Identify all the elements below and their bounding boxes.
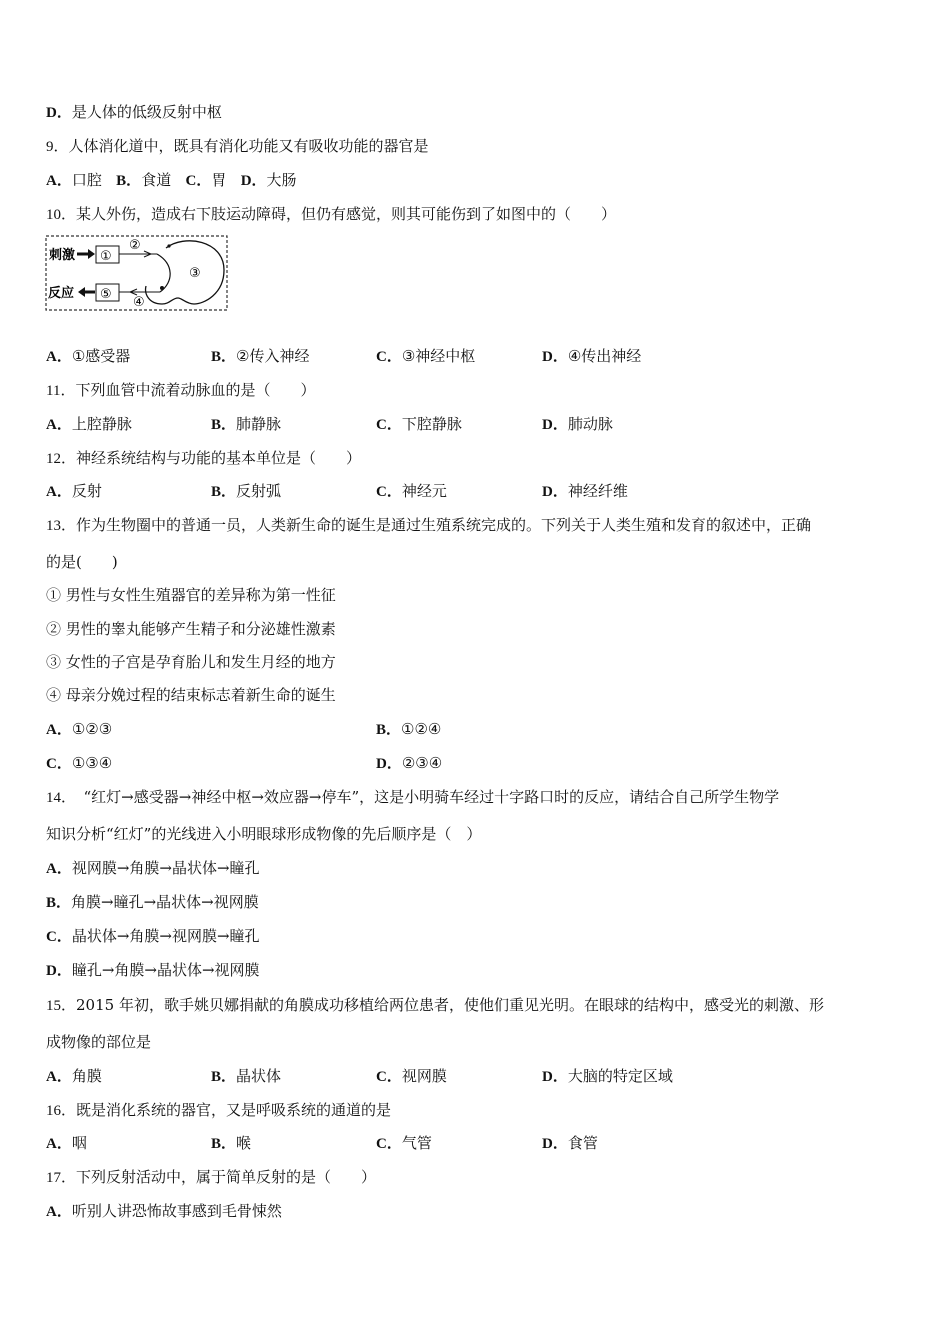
option-text: ①②③ — [71, 720, 113, 738]
option-letter: D． — [240, 173, 267, 189]
reflex-arc-diagram — [44, 234, 230, 314]
question-13-option-a — [46, 719, 112, 740]
question-14-stem-cont: 知识分析“红灯”的光线进入小明眼球形成物像的先后顺序是（ ） — [46, 825, 482, 843]
option-letter: D． — [46, 963, 72, 979]
question-12-option-c — [376, 481, 447, 502]
option-letter: C． — [376, 1069, 402, 1085]
question-14-option-a — [46, 858, 260, 879]
question-15-option-b — [211, 1066, 281, 1087]
option-text: 胃 — [211, 171, 227, 189]
question-14-option-b — [46, 892, 259, 913]
option-letter: B． — [211, 484, 237, 500]
question-14-option-c — [46, 926, 260, 947]
option-text: ①②④ — [401, 720, 442, 738]
question-number: 14． — [46, 790, 69, 806]
option-text: 神经纤维 — [567, 482, 628, 500]
question-10-option-a — [46, 346, 130, 367]
question-16-option-b — [211, 1133, 251, 1154]
question-13-item: ④ 母亲分娩过程的结束标志着新生命的诞生 — [46, 686, 336, 704]
option-text: 是人体的低级反射中枢 — [71, 103, 222, 121]
option-letter: D． — [542, 417, 568, 433]
option-letter: D． — [542, 1136, 568, 1152]
option-letter: C． — [376, 484, 402, 500]
option-letter: A． — [46, 861, 72, 877]
option-text: 肺静脉 — [236, 415, 282, 433]
question-13-item: ③ 女性的子宫是孕育胎儿和发生月经的地方 — [46, 653, 336, 671]
response-arrowhead — [78, 287, 85, 297]
option-letter: A． — [46, 1069, 72, 1085]
option-letter: B． — [116, 173, 142, 189]
question-12-option-d — [542, 481, 628, 502]
question-16-option-d — [542, 1133, 598, 1154]
question-15-option-c — [376, 1066, 447, 1087]
question-text: 作为生物圈中的普通一员，人类新生命的诞生是通过生殖系统完成的。下列关于人类生殖和发育的叙述中，正确 — [76, 516, 812, 534]
option-text: 视网膜→角膜→晶状体→瞳孔 — [71, 859, 260, 877]
mark-5: ⑤ — [100, 287, 112, 302]
question-15-stem — [46, 995, 824, 1016]
option-text: ②③④ — [401, 754, 443, 772]
question-number: 10． — [46, 207, 77, 223]
question-text: “红灯→感受器→神经中枢→效应器→停车”，这是小明骑车经过十字路口时的反应，请结合自己所学生物学 — [68, 788, 780, 806]
option-letter: D． — [46, 105, 72, 121]
option-letter: C． — [376, 349, 402, 365]
question-number: 15． — [46, 998, 77, 1014]
option-letter: B． — [376, 722, 402, 738]
mark-1: ① — [100, 249, 112, 264]
question-text: 神经系统结构与功能的基本单位是（ ） — [76, 449, 362, 467]
option-letter: C． — [376, 1136, 402, 1152]
option-letter: D． — [542, 484, 568, 500]
option-text: ①③④ — [71, 754, 113, 772]
question-11-option-a — [46, 414, 132, 435]
question-9-stem — [46, 136, 429, 157]
question-13-item: ② 男性的睾丸能够产生精子和分泌雄性激素 — [46, 620, 336, 638]
question-12-stem — [46, 448, 361, 469]
question-number: 13． — [46, 518, 77, 534]
option-text: 视网膜 — [401, 1067, 447, 1085]
question-15-option-d — [542, 1066, 673, 1087]
prev-option-d — [46, 102, 222, 123]
mark-2: ② — [129, 238, 141, 253]
question-number: 16． — [46, 1103, 77, 1119]
option-letter: C． — [46, 929, 72, 945]
option-text: 反射 — [71, 482, 102, 500]
option-text: ③神经中枢 — [401, 347, 476, 365]
question-16-option-c — [376, 1133, 432, 1154]
question-17-stem — [46, 1167, 376, 1188]
question-11-option-d — [542, 414, 613, 435]
option-letter: A． — [46, 349, 72, 365]
question-13-option-c — [46, 753, 112, 774]
option-text: 口腔 — [71, 171, 102, 189]
question-12-option-a — [46, 481, 102, 502]
option-text: 瞳孔→角膜→晶状体→视网膜 — [71, 961, 260, 979]
option-text: 角膜→瞳孔→晶状体→视网膜 — [71, 893, 259, 911]
option-letter: B． — [211, 1136, 237, 1152]
stimulus-label: 刺激 — [49, 248, 76, 263]
stimulus-arrowhead — [88, 249, 95, 259]
option-text: 食管 — [567, 1134, 598, 1152]
option-letter: C． — [376, 417, 402, 433]
option-letter: C． — [46, 756, 72, 772]
interneuron — [157, 254, 170, 292]
question-number: 11． — [46, 383, 76, 399]
option-text: ①感受器 — [71, 347, 131, 365]
option-text: 听别人讲恐怖故事感到毛骨悚然 — [71, 1202, 282, 1220]
question-11-option-b — [211, 414, 281, 435]
option-text: 角膜 — [71, 1067, 102, 1085]
question-15-stem-cont: 成物像的部位是 — [46, 1033, 152, 1051]
option-text: 上腔静脉 — [71, 415, 132, 433]
option-letter: B． — [46, 895, 72, 911]
option-text: ④传出神经 — [567, 347, 642, 365]
question-10-option-d — [542, 346, 641, 367]
option-letter: A． — [46, 722, 72, 738]
option-letter: B． — [211, 349, 237, 365]
option-letter: D． — [376, 756, 402, 772]
option-text: 咽 — [71, 1134, 87, 1152]
question-text: 下列血管中流着动脉血的是（ ） — [75, 381, 316, 399]
option-letter: D． — [542, 1069, 568, 1085]
question-16-stem — [46, 1100, 391, 1121]
option-text: 气管 — [401, 1134, 432, 1152]
option-text: 晶状体→角膜→视网膜→瞳孔 — [71, 927, 260, 945]
question-13-stem — [46, 515, 811, 536]
question-text: 2015 年初，歌手姚贝娜捐献的角膜成功移植给两位患者，使他们重见光明。在眼球的结构中，感受光的刺激、形 — [76, 996, 824, 1014]
option-letter: D． — [542, 349, 568, 365]
option-text: 大肠 — [266, 171, 297, 189]
option-text: 食道 — [141, 171, 172, 189]
response-label: 反应 — [48, 286, 75, 301]
option-letter: B． — [211, 1069, 237, 1085]
question-number: 17． — [46, 1170, 77, 1186]
question-11-stem — [46, 380, 315, 401]
option-text: 喉 — [236, 1134, 252, 1152]
question-text: 既是消化系统的器官，又是呼吸系统的通道的是 — [76, 1101, 392, 1119]
option-letter: A． — [46, 417, 72, 433]
question-13-option-d — [376, 753, 442, 774]
question-14-stem — [46, 787, 779, 808]
question-text: 人体消化道中，既具有消化功能又有吸收功能的器官是 — [68, 137, 429, 155]
option-text: 晶状体 — [236, 1067, 282, 1085]
option-text: 反射弧 — [236, 482, 282, 500]
option-letter: A． — [46, 173, 72, 189]
question-9-options — [46, 170, 297, 191]
question-17-option-a — [46, 1201, 282, 1222]
question-text: 下列反射活动中，属于简单反射的是（ ） — [76, 1168, 377, 1186]
question-15-option-a — [46, 1066, 102, 1087]
motor-neuron-soma — [160, 286, 164, 290]
option-letter: B． — [211, 417, 237, 433]
question-11-option-c — [376, 414, 462, 435]
question-number: 9． — [46, 139, 69, 155]
question-13-item: ① 男性与女性生殖器官的差异称为第一性征 — [46, 586, 336, 604]
option-text: 下腔静脉 — [401, 415, 462, 433]
question-10-option-b — [211, 346, 309, 367]
option-text: 肺动脉 — [567, 415, 613, 433]
option-letter: C． — [185, 173, 212, 189]
option-text: 神经元 — [401, 482, 447, 500]
option-letter: A． — [46, 484, 72, 500]
option-text: ②传入神经 — [236, 347, 310, 365]
question-16-option-a — [46, 1133, 87, 1154]
spinal-cord-outline — [146, 241, 224, 304]
question-12-option-b — [211, 481, 281, 502]
question-13-option-b — [376, 719, 441, 740]
question-13-stem-cont: 的是( ) — [46, 553, 118, 571]
question-14-option-d — [46, 960, 260, 981]
option-text: 大脑的特定区域 — [567, 1067, 673, 1085]
question-text: 某人外伤，造成右下肢运动障碍，但仍有感觉，则其可能伤到了如图中的（ ） — [76, 205, 617, 223]
question-number: 12． — [46, 451, 77, 467]
question-10-stem — [46, 204, 616, 225]
option-letter: A． — [46, 1136, 72, 1152]
question-10-option-c — [376, 346, 475, 367]
option-letter: A． — [46, 1204, 72, 1220]
mark-4: ④ — [133, 295, 145, 310]
mark-3: ③ — [189, 266, 201, 281]
